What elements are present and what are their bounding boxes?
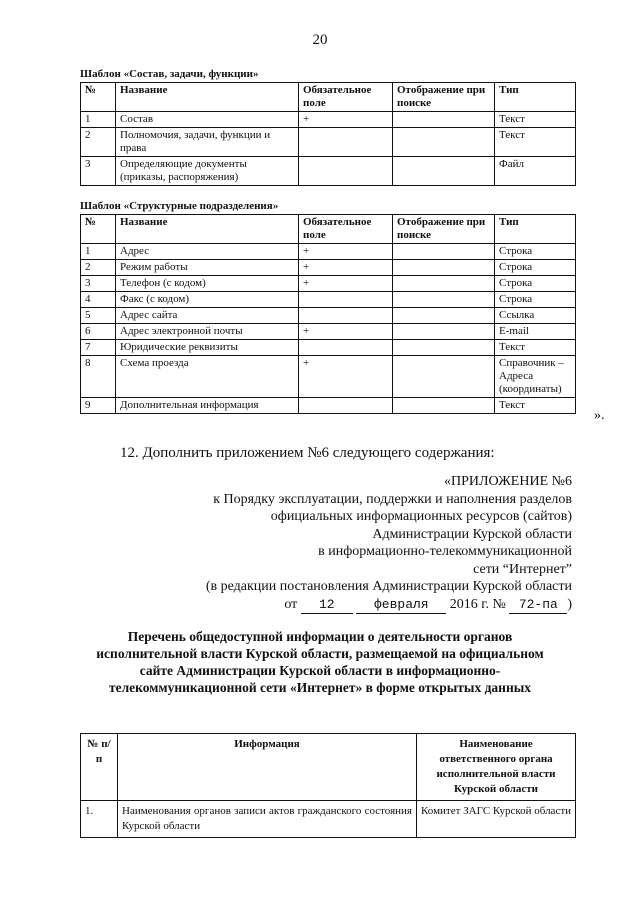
appendix-line: «ПРИЛОЖЕНИЕ №6 <box>444 474 572 489</box>
table-row <box>81 801 576 838</box>
col-num-header: № <box>81 83 116 112</box>
cell-display <box>393 398 495 414</box>
cell-num: 3 <box>81 276 116 292</box>
col-required-header: Обязательное поле <box>299 83 393 112</box>
cell-name: Полномочия, задачи, функции и права <box>116 128 299 157</box>
cell-display <box>393 157 495 186</box>
appendix-header <box>130 473 572 614</box>
cell-type: Файл <box>495 157 576 186</box>
cell-organ: Комитет ЗАГС Курской области <box>417 801 576 838</box>
page-number: 20 <box>312 32 328 48</box>
cell-type: Текст <box>495 398 576 414</box>
appendix-line: официальных информационных ресурсов (сайтов) <box>270 509 572 524</box>
cell-required: + <box>299 260 393 276</box>
cell-num: 1 <box>81 244 116 260</box>
cell-required: + <box>299 244 393 260</box>
col-display-header: Отображение при поиске <box>393 215 495 244</box>
cell-required <box>299 308 393 324</box>
cell-display <box>393 340 495 356</box>
cell-required: + <box>299 276 393 292</box>
template2-title: Шаблон «Структурные подразделения» <box>80 200 279 212</box>
appendix-line: к Порядку эксплуатации, поддержки и наполнения разделов <box>213 491 572 507</box>
appendix-line: Администрации Курской области <box>372 526 572 542</box>
closing-quote: ». <box>594 408 605 423</box>
cell-num: 7 <box>81 340 116 356</box>
date-day: 12 <box>301 596 353 615</box>
cell-name: Факс (с кодом) <box>116 292 299 308</box>
appendix-date-line <box>130 596 572 615</box>
table-row <box>81 112 576 128</box>
cell-name: Адрес <box>116 244 299 260</box>
cell-display <box>393 244 495 260</box>
cell-type: Строка <box>495 276 576 292</box>
col-name-header: Название <box>116 83 299 112</box>
date-suffix: ) <box>567 596 572 612</box>
cell-type: Текст <box>495 340 576 356</box>
col-info-header: Информация <box>118 734 417 801</box>
decree-number: 72-па <box>509 596 567 615</box>
appendix-line: (в редакции постановления Администрации Курской области <box>205 579 572 594</box>
col-num-header: № п/п <box>81 734 118 801</box>
cell-num: 4 <box>81 292 116 308</box>
cell-display <box>393 356 495 398</box>
cell-name: Адрес электронной почты <box>116 324 299 340</box>
open-data-table <box>80 733 576 838</box>
col-type-header: Тип <box>495 215 576 244</box>
cell-type: Ссылка <box>495 308 576 324</box>
col-required-header: Обязательное поле <box>299 215 393 244</box>
cell-num: 2 <box>81 260 116 276</box>
cell-type: Строка <box>495 292 576 308</box>
col-type-header: Тип <box>495 83 576 112</box>
amendment-paragraph: 12. Дополнить приложением №6 следующего содержания: <box>120 445 495 461</box>
table-row <box>81 398 576 414</box>
cell-type: Справочник – Адреса (координаты) <box>495 356 576 398</box>
table-row <box>81 128 576 157</box>
table-row <box>81 157 576 186</box>
table-row <box>81 324 576 340</box>
cell-name: Юридические реквизиты <box>116 340 299 356</box>
cell-display <box>393 128 495 157</box>
table-row <box>81 260 576 276</box>
appendix-line: в информационно-телекоммуникационной <box>318 544 572 559</box>
cell-required <box>299 292 393 308</box>
cell-num: 8 <box>81 356 116 398</box>
cell-num: 6 <box>81 324 116 340</box>
cell-display <box>393 260 495 276</box>
cell-display <box>393 292 495 308</box>
cell-required <box>299 340 393 356</box>
date-year: 2016 г. № <box>449 596 506 612</box>
cell-required <box>299 157 393 186</box>
cell-type: Строка <box>495 260 576 276</box>
cell-name: Схема проезда <box>116 356 299 398</box>
cell-info: Наименования органов записи актов гражданского состояния Курской области <box>118 801 417 838</box>
cell-name: Телефон (с кодом) <box>116 276 299 292</box>
table-row <box>81 276 576 292</box>
cell-num: 3 <box>81 157 116 186</box>
cell-num: 5 <box>81 308 116 324</box>
col-name-header: Название <box>116 215 299 244</box>
table-header-row <box>81 215 576 244</box>
cell-required <box>299 398 393 414</box>
table-row <box>81 356 576 398</box>
cell-display <box>393 324 495 340</box>
cell-num: 2 <box>81 128 116 157</box>
cell-name: Состав <box>116 112 299 128</box>
list-heading: Перечень общедоступной информации о деятельности органов исполнительной власти Курской области, размещаемой на официальном сайте Администрации Курской области в информационно-телекоммуникационной сети «Интернет» в форме открытых данных <box>96 629 544 695</box>
cell-num: 9 <box>81 398 116 414</box>
cell-required: + <box>299 112 393 128</box>
appendix-line: сети “Интернет” <box>473 561 572 577</box>
cell-type: Текст <box>495 128 576 157</box>
cell-required: + <box>299 356 393 398</box>
template1-table <box>80 82 576 186</box>
cell-type: Строка <box>495 244 576 260</box>
date-prefix: от <box>284 596 298 612</box>
col-display-header: Отображение при поиске <box>393 83 495 112</box>
template2-table <box>80 214 576 414</box>
cell-type: Текст <box>495 112 576 128</box>
table-row <box>81 244 576 260</box>
table-header-row <box>81 734 576 801</box>
template1-title: Шаблон «Состав, задачи, функции» <box>80 68 259 80</box>
cell-name: Адрес сайта <box>116 308 299 324</box>
cell-display <box>393 276 495 292</box>
col-organ-header: Наименование ответственного органа исполнительной власти Курской области <box>417 734 576 801</box>
date-month: февраля <box>356 596 446 615</box>
cell-display <box>393 112 495 128</box>
cell-num: 1 <box>81 112 116 128</box>
table-row <box>81 340 576 356</box>
cell-num: 1. <box>81 801 118 838</box>
col-num-header: № <box>81 215 116 244</box>
cell-name: Определяющие документы (приказы, распоряжения) <box>116 157 299 186</box>
cell-name: Режим работы <box>116 260 299 276</box>
cell-display <box>393 308 495 324</box>
table-row <box>81 292 576 308</box>
cell-required <box>299 128 393 157</box>
cell-name: Дополнительная информация <box>116 398 299 414</box>
table-header-row <box>81 83 576 112</box>
table-row <box>81 308 576 324</box>
cell-type: E-mail <box>495 324 576 340</box>
cell-required: + <box>299 324 393 340</box>
